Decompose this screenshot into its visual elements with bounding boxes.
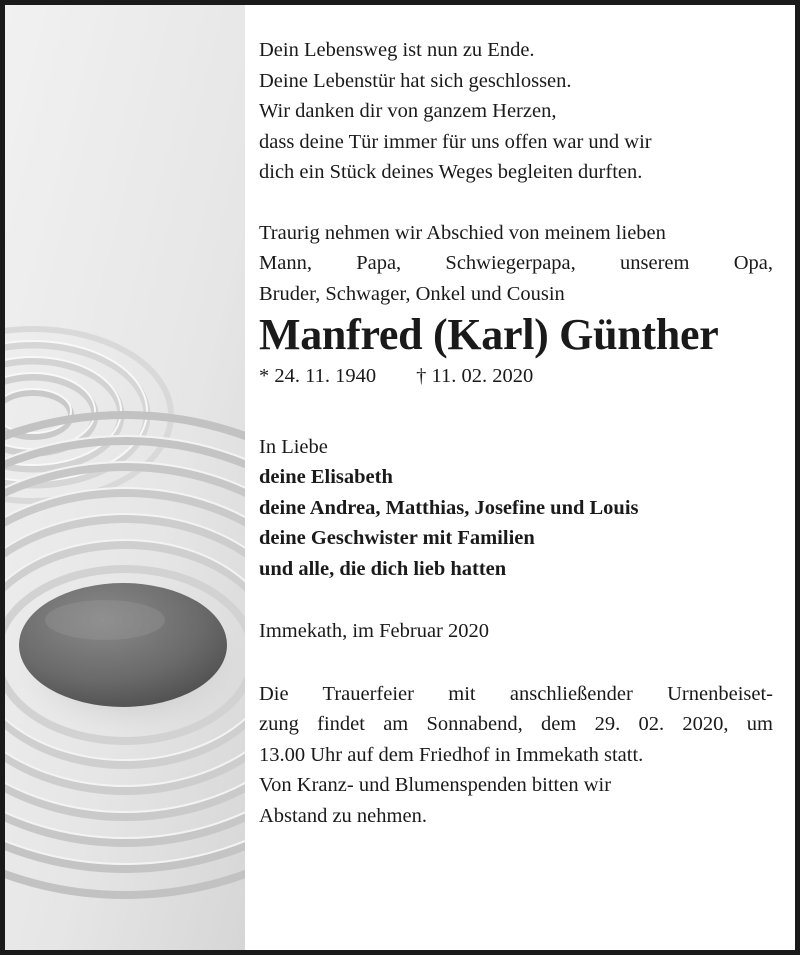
- announcement: [259, 218, 773, 310]
- zen-stone-sand-image: [5, 5, 245, 950]
- mourners-intro: In Liebe: [259, 435, 328, 458]
- place-date: Immekath, im Februar 2020: [259, 620, 490, 642]
- announcement-line: Mann, Papa, Schwiegerpapa, unserem Opa,: [259, 252, 773, 274]
- mourner-line: deine Elisabeth: [259, 466, 393, 488]
- poem-line: Dein Lebensweg ist nun zu Ende.: [259, 39, 535, 61]
- service-info: [259, 679, 773, 832]
- life-dates: [259, 361, 773, 392]
- announcement-line: Traurig nehmen wir Abschied von meinem lieben: [259, 221, 666, 244]
- service-line: Abstand zu nehmen.: [259, 804, 427, 827]
- service-line: zung findet am Sonnabend, dem 29. 02. 2020, um: [259, 713, 773, 735]
- deceased-name: Manfred (Karl) Günther: [259, 310, 719, 359]
- mourner-line: deine Andrea, Matthias, Josefine und Louis: [259, 496, 639, 519]
- death-date: † 11. 02. 2020: [416, 365, 534, 387]
- mourner-line: und alle, die dich lieb hatten: [259, 557, 507, 580]
- service-line: 13.00 Uhr auf dem Friedhof in Immekath statt.: [259, 743, 644, 766]
- poem-line: dass deine Tür immer für uns offen war und wir: [259, 130, 652, 153]
- poem: [259, 35, 773, 188]
- service-line: Die Trauerfeier mit anschließender Urnenbeiset-: [259, 682, 773, 705]
- birth-date: * 24. 11. 1940: [259, 365, 377, 387]
- mourners: [259, 432, 773, 585]
- mourner-line: deine Geschwister mit Familien: [259, 527, 535, 549]
- announcement-line: Bruder, Schwager, Onkel und Cousin: [259, 282, 565, 305]
- poem-line: Deine Lebenstür hat sich geschlossen.: [259, 69, 572, 92]
- service-line: Von Kranz- und Blumenspenden bitten wir: [259, 774, 612, 796]
- notice-text: [259, 35, 773, 831]
- poem-line: dich ein Stück deines Weges begleiten durften.: [259, 161, 643, 183]
- poem-line: Wir danken dir von ganzem Herzen,: [259, 100, 557, 122]
